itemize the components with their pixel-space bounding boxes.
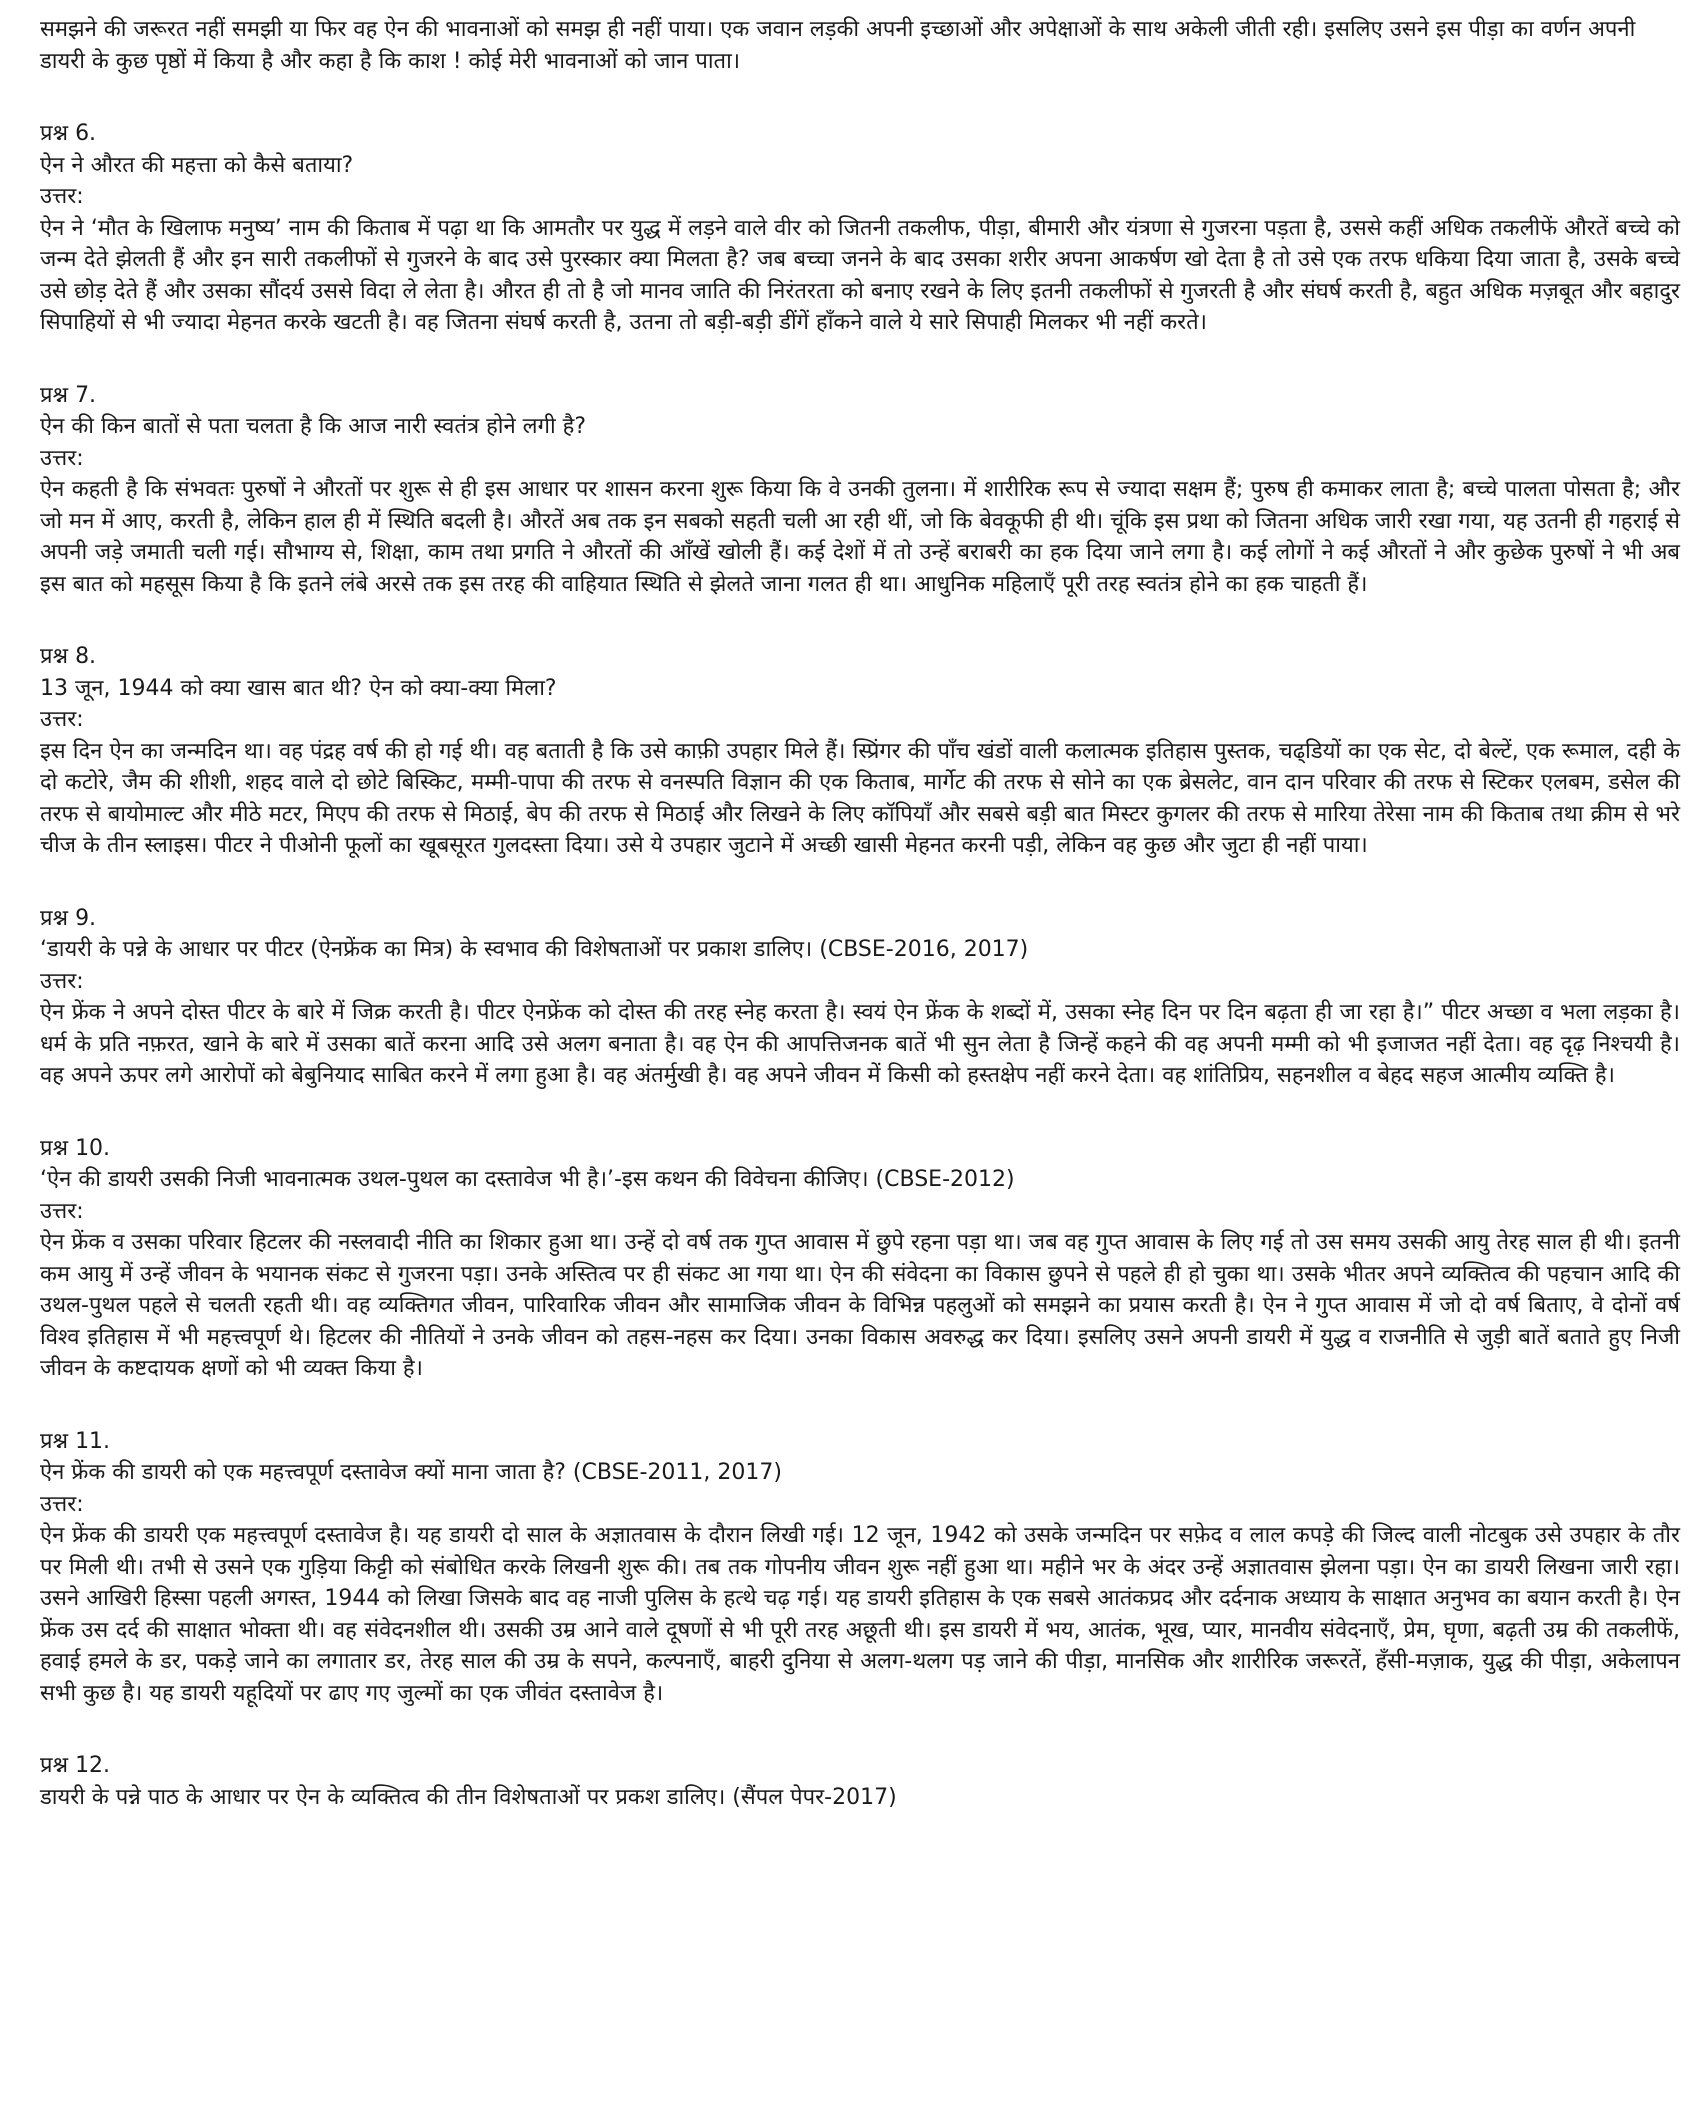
- question-block-6: [40, 118, 1680, 339]
- question-block-10: [40, 1133, 1680, 1385]
- question-block-12: [40, 1750, 1680, 1813]
- question-text: ऐन ने औरत की महत्ता को कैसे बताया?: [40, 152, 354, 178]
- question-block-7: [40, 380, 1680, 601]
- question-text: ऐन की किन बातों से पता चलता है कि आज नारी स्वतंत्र होने लगी है?: [40, 414, 587, 439]
- intro-paragraph: समझने की जरूरत नहीं समझी या फिर वह ऐन की भावनाओं को समझ ही नहीं पाया। एक जवान लड़की अपनी इच्छाओं और अपेक्षाओं के साथ अकेली जीती रही। इसलिए उसने इस पीड़ा का वर्णन अपनी डायरी के कुछ पृष्ठों में किया है और कहा है कि काश ! कोई मेरी भावनाओं को जान पाता।: [40, 17, 1636, 74]
- question-number: प्रश्न 8.: [40, 644, 97, 669]
- answer-text: ऐन ने ‘मौत के खिलाफ मनुष्य’ नाम की किताब में पढ़ा था कि आमतौर पर युद्ध में लड़ने वाले वीर को जितनी तकलीफ, पीड़ा, बीमारी और यंत्रणा से गुजरना पड़ता है, उससे कहीं अधिक तकलीफें औरतें बच्चे को जन्म देते झेलती हैं और इन सारी तकलीफों से गुजरने के बाद उसे पुरस्कार क्या मिलता है? जब बच्चा जनने के बाद उसका शरीर अपना आकर्षण खो देता है तो उसे एक तरफ धकिया दिया जाता है, उसके बच्चे उसे छोड़ देते हैं और उसका सौंदर्य उससे विदा ले लेता है। औरत ही तो है जो मानव जाति की निरंतरता को बनाए रखने के लिए इतनी तकलीफों से गुजरती है और संघर्ष करती है, बहुत अधिक मज़बूत और बहादुर सिपाहियों से भी ज्यादा मेहनत करके खटती है। वह जितना संघर्ष करती है, उतना तो बड़ी-बड़ी डींगें हाँकने वाले ये सारे सिपाही मिलकर भी नहीं करते।: [40, 215, 1680, 335]
- answer-label: उत्तर:: [40, 707, 84, 732]
- question-number: प्रश्न 7.: [40, 382, 97, 408]
- question-number: प्रश्न 11.: [40, 1428, 111, 1454]
- question-number: प्रश्न 6.: [40, 121, 97, 146]
- question-number: प्रश्न 10.: [40, 1135, 111, 1161]
- answer-label: उत्तर:: [40, 1198, 84, 1224]
- answer-label: उत्तर:: [40, 968, 84, 994]
- answer-text: ऐन फ्रेंक व उसका परिवार हिटलर की नस्लवादी नीति का शिकार हुआ था। उन्हें दो वर्ष तक गुप्त आवास में छुपे रहना पड़ा था। जब वह गुप्त आवास के लिए गई तो उस समय उसकी आयु तेरह साल ही थी। इतनी कम आयु में उन्हें जीवन के भयानक संकट से गुजरना पड़ा। उनके अस्तित्व पर ही संकट आ गया था। ऐन की संवेदना का विकास छुपने से पहले ही हो चुका था। उसके भीतर अपने व्यक्तित्व की पहचान आदि की उथल-पुथल पहले से चलती रहती थी। वह व्यक्तिगत जीवन, पारिवारिक जीवन और सामाजिक जीवन के विभिन्न पहलुओं को समझने का प्रयास करती है। ऐन ने गुप्त आवास में जो दो वर्ष बिताए, वे दोनों वर्ष विश्व इतिहास में भी महत्त्वपूर्ण थे। हिटलर की नीतियों ने उनके जीवन को तहस-नहस कर दिया। उनका विकास अवरुद्ध कर दिया। इसलिए उसने अपनी डायरी में युद्ध व राजनीति से जुड़ी बातें बताते हुए निजी जीवन के कष्टदायक क्षणों को भी व्यक्त किया है।: [40, 1230, 1680, 1381]
- question-text: ‘ऐन की डायरी उसकी निजी भावनात्मक उथल-पुथल का दस्तावेज भी है।’-इस कथन की विवेचना कीजिए। (CBSE-2012): [40, 1167, 1015, 1192]
- answer-text: ऐन फ्रेंक ने अपने दोस्त पीटर के बारे में जिक्र करती है। पीटर ऐनफ्रेंक को दोस्त की तरह स्नेह करता है। स्वयं ऐन फ्रेंक के शब्दों में, उसका स्नेह दिन पर दिन बढ़ता ही जा रहा है।” पीटर अच्छा व भला लड़का है। धर्म के प्रति नफ़रत, खाने के बारे में उसका बातें करना आदि उसे अलग बनाता है। वह ऐन की आपत्तिजनक बातें भी सुन लेता है जिन्हें कहने की वह अपनी मम्मी को भी इजाजत नहीं देता। वह दृढ़ निश्चयी है। वह अपने ऊपर लगे आरोपों को बेबुनियाद साबित करने में लगा हुआ है। वह अंतर्मुखी है। वह अपने जीवन में किसी को हस्तक्षेप नहीं करने देता। वह शांतिप्रिय, सहनशील व बेहद सहज आत्मीय व्यक्ति है।: [40, 1000, 1680, 1088]
- answer-text: इस दिन ऐन का जन्मदिन था। वह पंद्रह वर्ष की हो गई थी। वह बताती है कि उसे काफ़ी उपहार मिले हैं। स्प्रिंगर की पाँच खंडों वाली कलात्मक इतिहास पुस्तक, चढ्डियों का एक सेट, दो बेल्टें, एक रूमाल, दही के दो कटोरे, जैम की शीशी, शहद वाले दो छोटे बिस्किट, मम्मी-पापा की तरफ से वनस्पति विज्ञान की एक किताब, मार्गेट की तरफ से सोने का एक ब्रेसलेट, वान दान परिवार की तरफ से स्टिकर एलबम, डसेल की तरफ से बायोमाल्ट और मीठे मटर, मिएप की तरफ से मिठाई, बेप की तरफ से मिठाई और लिखने के लिए कॉपियाँ और सबसे बड़ी बात मिस्टर कुगलर की तरफ से मारिया तेरेसा नाम की किताब तथा क्रीम से भरे चीज के तीन स्लाइस। पीटर ने पीओनी फूलों का खूबसूरत गुलदस्ता दिया। उसे ये उपहार जुटाने में अच्छी खासी मेहनत करनी पड़ी, लेकिन वह कुछ और जुटा ही नहीं पाया।: [40, 738, 1680, 858]
- question-block-9: [40, 903, 1680, 1092]
- question-text: ‘डायरी के पन्ने के आधार पर पीटर (ऐनफ्रेंक का मित्र) के स्वभाव की विशेषताओं पर प्रकाश डालिए। (CBSE-2016, 2017): [40, 937, 1029, 962]
- document-page: [40, 14, 1680, 1854]
- question-block-11: [40, 1426, 1680, 1710]
- question-text: ऐन फ्रेंक की डायरी को एक महत्त्वपूर्ण दस्तावेज क्यों माना जाता है? (CBSE-2011, 2017): [40, 1460, 782, 1485]
- question-text: डायरी के पन्ने पाठ के आधार पर ऐन के व्यक्तित्व की तीन विशेषताओं पर प्रकश डालिए। (सैंपल पेपर-2017): [40, 1784, 897, 1810]
- answer-label: उत्तर:: [40, 445, 84, 471]
- question-number: प्रश्न 12.: [40, 1753, 111, 1778]
- answer-label: उत्तर:: [40, 184, 84, 209]
- answer-label: उत्तर:: [40, 1491, 84, 1517]
- answer-text: ऐन कहती है कि संभवतः पुरुषों ने औरतों पर शुरू से ही इस आधार पर शासन करना शुरू किया कि वे उनकी तुलना। में शारीरिक रूप से ज्यादा सक्षम हैं; पुरुष ही कमाकर लाता है; बच्चे पालता पोसता है; और जो मन में आए, करती है, लेकिन हाल ही में स्थिति बदली है। औरतें अब तक इन सबको सहती चली आ रही थीं, जो कि बेवकूफी ही थी। चूंकि इस प्रथा को जितना अधिक जारी रखा गया, यह उतनी ही गहराई से अपनी जड़े जमाती चली गई। सौभाग्य से, शिक्षा, काम तथा प्रगति ने औरतों की आँखें खोली हैं। कई देशों में तो उन्हें बराबरी का हक दिया जाने लगा है। कई लोगों ने कई औरतों ने और कुछेक पुरुषों ने भी अब इस बात को महसूस किया है कि इतने लंबे अरसे तक इस तरह की वाहियात स्थिति से झेलते जाना गलत ही था। आधुनिक महिलाएँ पूरी तरह स्वतंत्र होने का हक चाहती हैं।: [40, 477, 1680, 597]
- question-block-8: [40, 641, 1680, 862]
- question-number: प्रश्न 9.: [40, 905, 97, 931]
- answer-text: ऐन फ्रेंक की डायरी एक महत्त्वपूर्ण दस्तावेज है। यह डायरी दो साल के अज्ञातवास के दौरान लिखी गई। 12 जून, 1942 को उसके जन्मदिन पर सफ़ेद व लाल कपड़े की जिल्द वाली नोटबुक उसे उपहार के तौर पर मिली थी। तभी से उसने एक गुड़िया किट्टी को संबोधित करके लिखनी शुरू की। तब तक गोपनीय जीवन शुरू नहीं हुआ था। महीने भर के अंदर उन्हें अज्ञातवास झेलना पड़ा। ऐन का डायरी लिखना जारी रहा। उसने आखिरी हिस्सा पहली अगस्त, 1944 को लिखा जिसके बाद वह नाजी पुलिस के हत्थे चढ़ गई। यह डायरी इतिहास के एक सबसे आतंकप्रद और दर्दनाक अध्याय के साक्षात अनुभव का बयान करती है। ऐन फ्रेंक उस दर्द की साक्षात भोक्ता थी। वह संवेदनशील थी। उसकी उम्र आने वाले दूषणों से भी पूरी तरह अछूती थी। इस डायरी में भय, आतंक, भूख, प्यार, मानवीय संवेदनाएँ, प्रेम, घृणा, बढ़ती उम्र की तकलीफें, हवाई हमले के डर, पकड़े जाने का लगातार डर, तेरह साल की उम्र के सपने, कल्पनाएँ, बाहरी दुनिया से अलग-थलग पड़ जाने की पीड़ा, मानसिक और शारीरिक जरूरतें, हँसी-मज़ाक, युद्ध की पीड़ा, अकेलापन सभी कुछ है। यह डायरी यहूदियों पर ढाए गए जुल्मों का एक जीवंत दस्तावेज है।: [40, 1523, 1680, 1706]
- question-text: 13 जून, 1944 को क्या खास बात थी? ऐन को क्या-क्या मिला?: [40, 675, 557, 701]
